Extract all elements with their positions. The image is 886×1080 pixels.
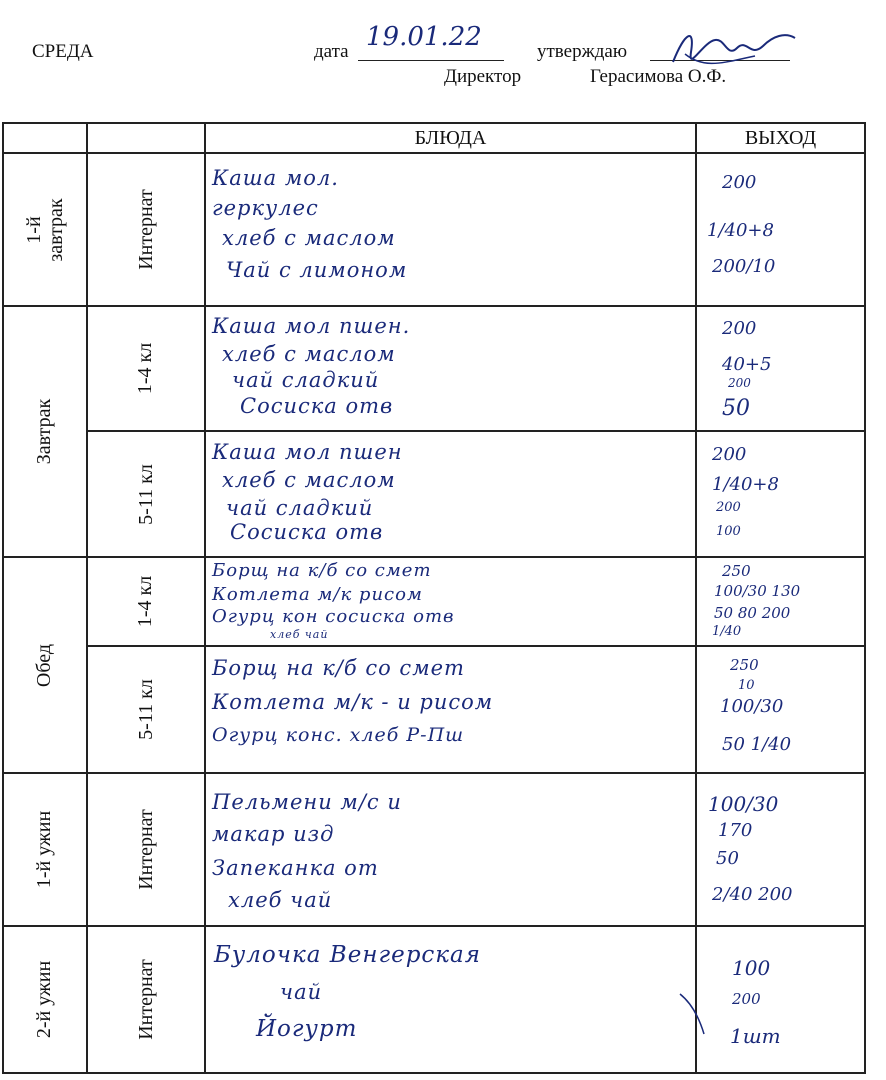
- meal-label: 1-й завтрак: [23, 197, 67, 262]
- yield-value: 200: [722, 172, 757, 193]
- dish-item: Огурц конс. хлеб Р-Пш: [212, 724, 465, 746]
- day-label: СРЕДА: [32, 41, 94, 62]
- dish-item: Булочка Венгерская: [214, 942, 481, 968]
- group-column-divider: [204, 122, 206, 1074]
- dish-item: хлеб с маслом: [222, 342, 396, 366]
- yield-value: 50: [722, 396, 750, 421]
- pen-mark: [676, 990, 716, 1040]
- yield-value: 250: [722, 562, 751, 580]
- dish-item: Каша мол.: [212, 166, 339, 190]
- yield-value: 200: [712, 444, 747, 465]
- meal-label: Завтрак: [33, 398, 56, 465]
- yield-value: 200: [722, 318, 757, 339]
- yield-value: 40+5: [722, 354, 772, 375]
- yield-value: 1/40+8: [712, 474, 779, 495]
- yield-value: 250: [730, 656, 759, 674]
- yield-value: 100/30: [708, 792, 779, 816]
- dish-item: Сосиска отв: [230, 520, 384, 544]
- yield-value: 100: [716, 524, 741, 539]
- table-right-border: [864, 122, 866, 1074]
- table-bottom-border: [2, 1072, 866, 1074]
- yield-value: 1шт: [730, 1024, 781, 1048]
- dish-item: Каша мол пшен.: [212, 314, 411, 338]
- yield-value: 200: [716, 500, 741, 515]
- group-label: Интернат: [134, 189, 157, 270]
- yield-value: 50 80 200: [714, 604, 791, 622]
- dish-item: хлеб с маслом: [222, 468, 396, 492]
- dish-item: Йогурт: [256, 1016, 358, 1042]
- yield-value: 200: [732, 990, 761, 1008]
- dish-item: Чай с лимоном: [226, 258, 408, 282]
- dish-item: макар изд: [212, 822, 335, 846]
- yield-column-divider: [695, 122, 697, 1074]
- dish-item: Огурц кон сосиска отв: [212, 606, 455, 627]
- approve-label: утверждаю: [537, 41, 628, 62]
- meal-label: 1-й ужин: [33, 810, 56, 889]
- yield-value: 50 1/40: [722, 734, 792, 755]
- yield-value: 100: [732, 956, 771, 980]
- dish-item: Котлета м/к - и рисом: [212, 690, 494, 714]
- director-name: Герасимова О.Ф.: [590, 66, 727, 87]
- dish-item: Сосиска отв: [240, 394, 394, 418]
- dish-item: Каша мол пшен: [212, 440, 403, 464]
- yield-value: 2/40 200: [712, 884, 793, 905]
- dish-item: Борщ на к/б со смет: [212, 560, 432, 581]
- group-label: 5-11 кл: [134, 463, 157, 525]
- dish-item: чай сладкий: [232, 368, 380, 392]
- dish-item: геркулес: [212, 196, 319, 220]
- dish-item: Котлета м/к рисом: [212, 584, 423, 605]
- group-label: 1-4 кл: [134, 342, 157, 395]
- group-label: 1-4 кл: [134, 575, 157, 628]
- column-header-yield: ВЫХОД: [744, 127, 817, 149]
- dish-item: чай сладкий: [226, 496, 374, 520]
- yield-value: 100/30 130: [714, 582, 801, 600]
- yield-value: 1/40+8: [707, 220, 774, 241]
- dish-item: Запеканка от: [212, 856, 379, 880]
- director-position: Директор: [444, 66, 522, 87]
- yield-value: 1/40: [712, 624, 742, 639]
- dish-item: чай: [280, 980, 323, 1004]
- group-label: Интернат: [134, 959, 157, 1040]
- yield-value: 200: [728, 376, 751, 390]
- dish-item: Пельмени м/с и: [212, 790, 402, 814]
- yield-value: 170: [718, 820, 753, 841]
- yield-value: 100/30: [720, 696, 784, 717]
- yield-value: 200/10: [712, 256, 776, 277]
- group-label: 5-11 кл: [134, 679, 157, 740]
- meal-label: Обед: [33, 643, 56, 687]
- meal-label: 2-й ужин: [33, 960, 56, 1039]
- yield-value: 50: [716, 848, 739, 869]
- date-label: дата: [314, 41, 349, 62]
- dish-item: хлеб с маслом: [222, 226, 396, 250]
- dish-item: хлеб чай: [228, 888, 333, 912]
- date-underline: [358, 60, 504, 61]
- yield-value: 10: [738, 678, 755, 693]
- dish-item: Борщ на к/б со смет: [212, 656, 465, 680]
- column-header-dishes: БЛЮДА: [414, 127, 487, 149]
- dish-item: хлеб чай: [270, 628, 329, 641]
- date-value: 19.01.22: [366, 22, 482, 52]
- group-label: Интернат: [134, 809, 157, 890]
